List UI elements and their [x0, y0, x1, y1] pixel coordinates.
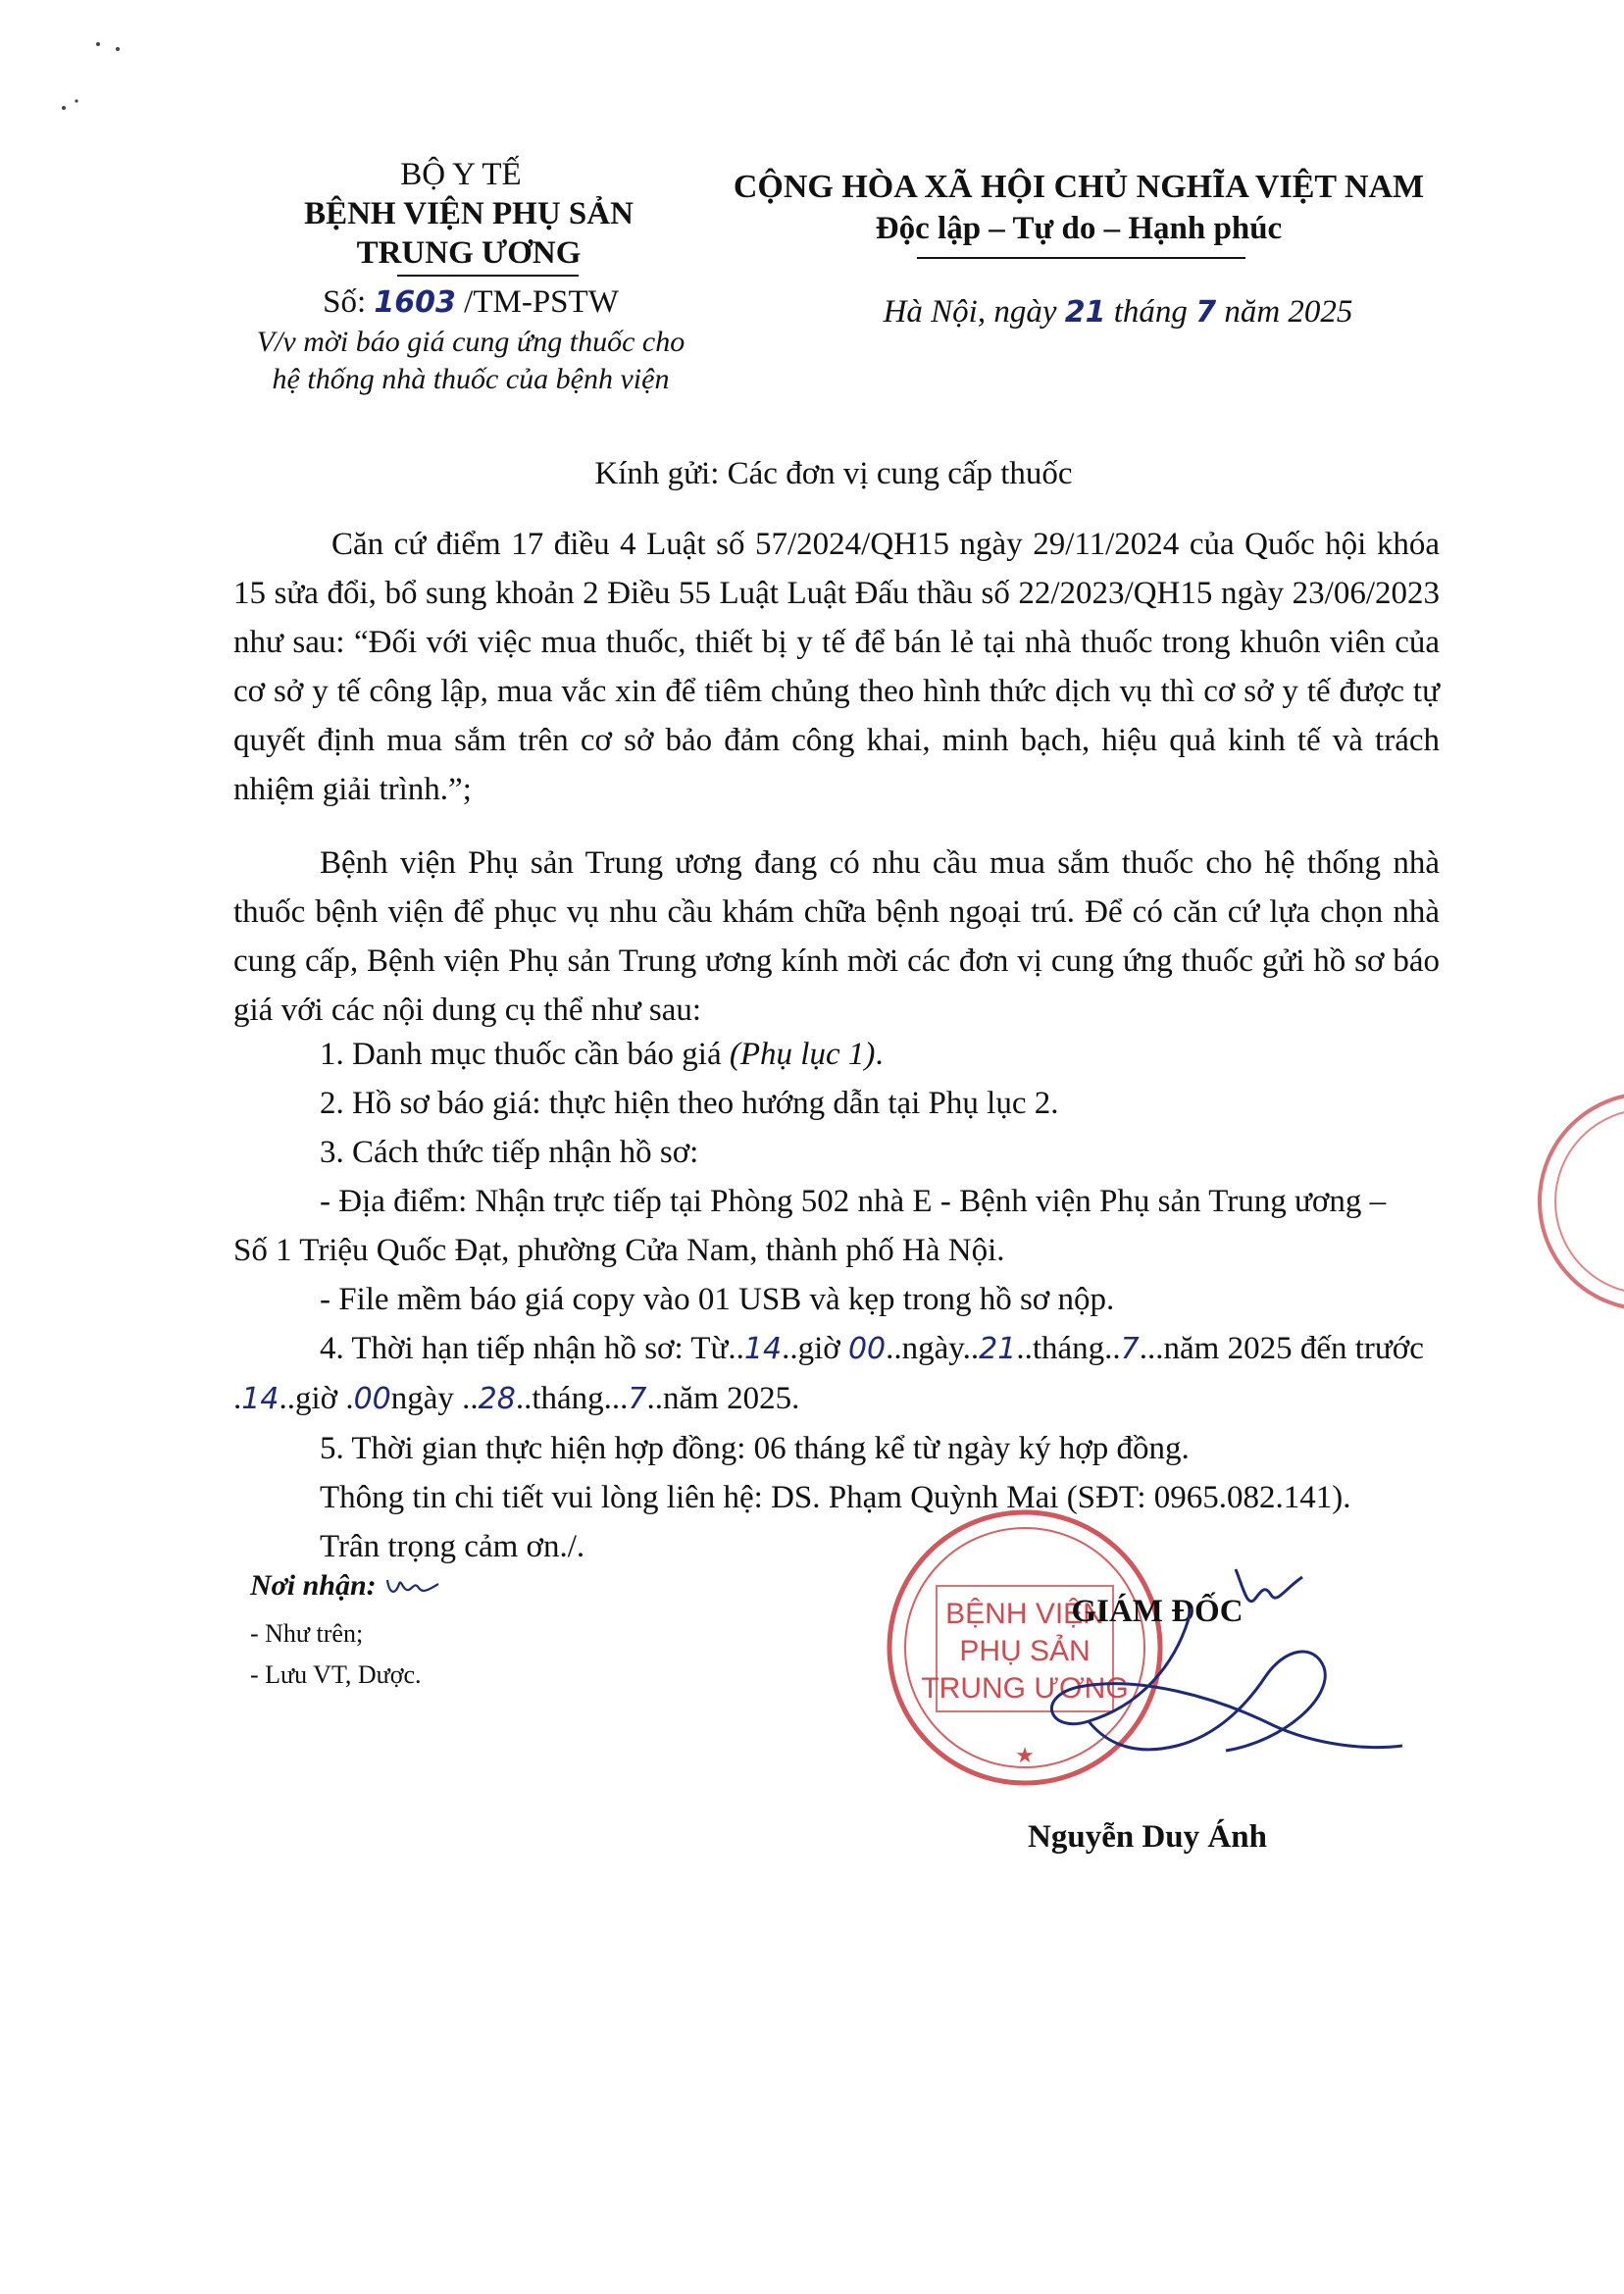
- deadline-year-end: năm 2025.: [663, 1381, 800, 1416]
- list-item: [233, 1030, 1440, 1079]
- paragraph-legal-basis: Căn cứ điểm 17 điều 4 Luật số 57/2024/QH15 ngày 29/11/2024 của Quốc hội khóa 15 sửa đổi, bổ sung khoản 2 Điều 55 Luật Luật Đấu thầu số 22/2023/QH15 ngày 23/06/2023 như sau: “Đối với việc mua thuốc, thiết bị y tế để bán lẻ tại nhà thuốc trong khuôn viên của cơ sở y tế công lập, mua vắc xin để tiêm chủng theo hình thức dịch vụ thì cơ sở y tế được tự quyết định mua sắm trên cơ sở bảo đảm công khai, minh bạch, hiệu quả kinh tế và trách nhiệm giải trình.”;: [233, 527, 1440, 807]
- content-list: [233, 1030, 1440, 1571]
- document-number-handwritten: 1603: [374, 285, 456, 320]
- date-day: 21: [1064, 295, 1106, 330]
- document-number-suffix: /TM-PSTW: [464, 284, 619, 320]
- deadline-year-start: năm 2025 đến trước: [1163, 1331, 1424, 1366]
- deadline-ngay-label: ngày: [901, 1331, 963, 1366]
- deadline-gio-label: giờ: [797, 1331, 840, 1366]
- hospital-name: [263, 194, 675, 273]
- deadline-hour-start: 14: [743, 1332, 783, 1366]
- national-motto: Độc lập – Tự do – Hạnh phúc: [875, 211, 1283, 246]
- list-item: - Lưu VT, Dược.: [250, 1660, 422, 1689]
- deadline-prefix: 4. Thời hạn tiếp nhận hồ sơ: Từ: [320, 1331, 729, 1366]
- distribution-label-text: Nơi nhận:: [250, 1569, 377, 1602]
- deadline-ngay-label-2: ngày: [390, 1381, 454, 1416]
- contact-info: Thông tin chi tiết vui lòng liên hệ: DS. Phạm Quỳnh Mai (SĐT: 0965.082.141).: [320, 1480, 1351, 1515]
- hospital-name-line2: TRUNG ƯƠNG: [356, 235, 582, 271]
- date-year: năm 2025: [1224, 294, 1353, 330]
- deadline-thang-label: tháng: [1032, 1331, 1105, 1366]
- handwritten-signature: [990, 1550, 1432, 1805]
- svg-text:★: ★: [1015, 1744, 1035, 1768]
- agency-name: BỘ Y TẾ: [400, 157, 522, 192]
- deadline-gio-label-2: giờ: [294, 1381, 338, 1416]
- deadline-minute-start: 00: [847, 1332, 887, 1366]
- document-number-prefix: Số:: [323, 284, 367, 320]
- deadline-hour-end: 14: [241, 1382, 279, 1416]
- deadline-day-end: 28: [478, 1382, 516, 1416]
- date-line: [824, 294, 1412, 331]
- document-subject: [221, 324, 721, 398]
- deadline-day-start: 21: [979, 1332, 1017, 1366]
- national-title: CỘNG HÒA XÃ HỘI CHỦ NGHĨA VIỆT NAM: [733, 169, 1425, 205]
- scan-marks: [0, 0, 137, 137]
- deadline-month-start: 7: [1120, 1332, 1140, 1366]
- list-item: - Như trên;: [250, 1619, 364, 1648]
- list-item: 3. Cách thức tiếp nhận hồ sơ:: [320, 1135, 699, 1170]
- paragraph-purpose: Bệnh viện Phụ sản Trung ương đang có nhu cầu mua sắm thuốc cho hệ thống nhà thuốc bệnh viện để phục vụ nhu cầu khám chữa bệnh ngoại trú. Để có căn cứ lựa chọn nhà cung cấp, Bệnh viện Phụ sản Trung ương kính mời các đơn vị cung ứng thuốc gửi hồ sơ báo giá với các nội dung cụ thể như sau:: [233, 845, 1440, 1028]
- deadline-thang-label-2: tháng: [532, 1381, 604, 1416]
- list-item-deadline: 4. Thời hạn tiếp nhận hồ sơ: Từ..14..giờ 00..ngày..21..tháng..7...năm 2025 đến trước: [320, 1331, 1424, 1366]
- list-item: 2. Hồ sơ báo giá: thực hiện theo hướng dẫn tại Phụ lục 2.: [320, 1086, 1059, 1121]
- date-month-label: tháng: [1113, 294, 1188, 330]
- header-left-underline: [397, 275, 579, 277]
- hospital-name-line1: BỆNH VIỆN PHỤ SẢN: [304, 196, 634, 231]
- date-place: Hà Nội, ngày: [883, 294, 1057, 330]
- document-number: [294, 284, 647, 321]
- list-item: 5. Thời gian thực hiện hợp đồng: 06 tháng kể từ ngày ký hợp đồng.: [320, 1431, 1190, 1466]
- date-month: 7: [1195, 295, 1217, 330]
- recipient-line: Kính gửi: Các đơn vị cung cấp thuốc: [594, 456, 1073, 491]
- seal-fragment: [1530, 1084, 1624, 1319]
- subject-line1: V/v mời báo giá cung ứng thuốc cho: [256, 326, 685, 358]
- item1-reference: (Phụ lục 1): [729, 1037, 876, 1072]
- list-item: - File mềm báo giá copy vào 01 USB và kẹp trong hồ sơ nộp.: [320, 1282, 1115, 1317]
- signer-name: Nguyễn Duy Ánh: [1028, 1819, 1267, 1855]
- list-item-continuation: Số 1 Triệu Quốc Đạt, phường Cửa Nam, thành phố Hà Nội.: [233, 1233, 1005, 1268]
- seal-line3: TRUNG ƯƠNG: [921, 1672, 1129, 1705]
- deadline-minute-end: 00: [353, 1382, 391, 1416]
- closing-line: Trân trọng cảm ơn./.: [320, 1529, 585, 1564]
- deadline-month-end: 7: [628, 1382, 647, 1416]
- signatory-title: GIÁM ĐỐC: [1071, 1594, 1243, 1629]
- item1-text: 1. Danh mục thuốc cần báo giá: [320, 1037, 722, 1072]
- seal-line2: PHỤ SẢN: [959, 1635, 1091, 1667]
- distribution-list: [250, 1613, 422, 1696]
- initials-mark: [383, 1574, 442, 1602]
- header-right-underline: [917, 257, 1245, 259]
- list-item-deadline-continuation: .14..giờ .00ngày ..28..tháng...7..năm 2025.: [233, 1381, 800, 1416]
- list-item: - Địa điểm: Nhận trực tiếp tại Phòng 502 nhà E - Bệnh viện Phụ sản Trung ương –: [320, 1184, 1387, 1219]
- distribution-label: [250, 1569, 442, 1603]
- item1-end: .: [875, 1037, 884, 1072]
- seal-line1: BỆNH VIỆN: [945, 1598, 1104, 1630]
- subject-line2: hệ thống nhà thuốc của bệnh viện: [272, 363, 670, 395]
